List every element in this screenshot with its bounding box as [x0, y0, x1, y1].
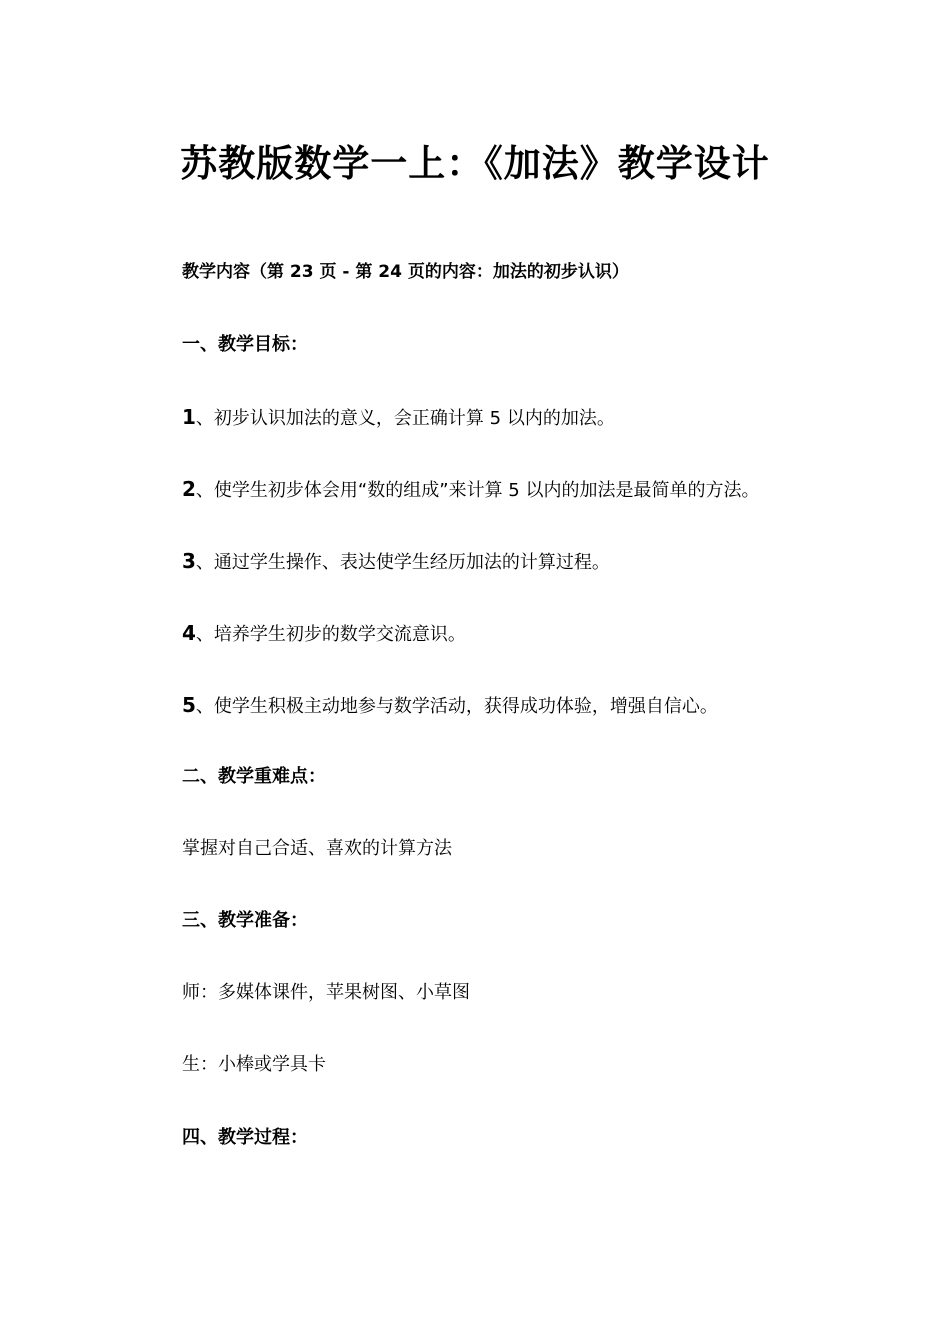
objective-number: 1 — [182, 405, 196, 429]
preparation-teacher: 师：多媒体课件，苹果树图、小草图 — [182, 982, 470, 1003]
document-title: 苏教版数学一上：《加法》教学设计 — [180, 142, 770, 185]
objective-text: 、初步认识加法的意义，会正确计算 5 以内的加法。 — [195, 408, 615, 429]
objective-item-2 — [182, 475, 882, 505]
objective-number: 4 — [182, 621, 196, 645]
objective-number: 2 — [182, 477, 196, 501]
preparation-student: 生：小棒或学具卡 — [182, 1054, 326, 1075]
objective-item-1 — [182, 403, 882, 433]
objective-text: 、通过学生操作、表达使学生经历加法的计算过程。 — [195, 552, 610, 573]
objective-item-4 — [182, 619, 882, 649]
section-heading-objectives: 一、教学目标： — [182, 334, 308, 355]
objective-item-5 — [182, 691, 882, 721]
objective-item-3 — [182, 547, 882, 577]
objective-number: 3 — [182, 549, 196, 573]
objective-text: 、使学生积极主动地参与数学活动，获得成功体验，增强自信心。 — [195, 696, 718, 717]
objective-number: 5 — [182, 693, 196, 717]
section-heading-process: 四、教学过程： — [182, 1127, 308, 1148]
teaching-content-line: 教学内容（第 23 页 - 第 24 页的内容：加法的初步认识） — [182, 262, 629, 282]
key-points-text: 掌握对自己合适、喜欢的计算方法 — [182, 838, 452, 859]
section-heading-key-points: 二、教学重难点： — [182, 766, 326, 787]
section-heading-preparation: 三、教学准备： — [182, 910, 308, 931]
objective-text: 、培养学生初步的数学交流意识。 — [195, 624, 466, 645]
objective-text: 、使学生初步体会用“数的组成”来计算 5 以内的加法是最简单的方法。 — [195, 480, 760, 501]
